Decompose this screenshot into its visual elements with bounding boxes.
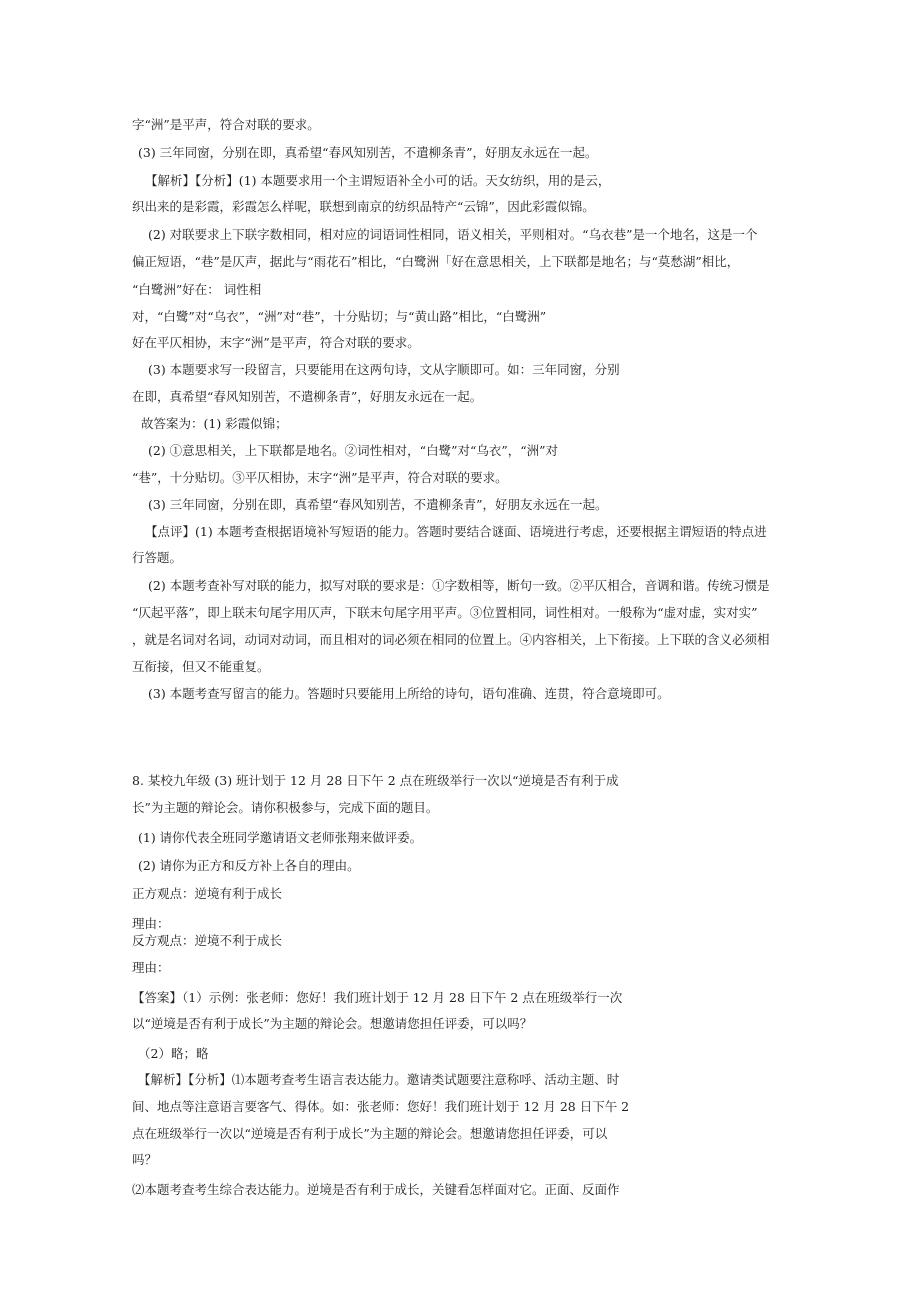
text-line: 正方观点：逆境有利于成长	[132, 886, 283, 901]
text-line: 点在班级举行一次以“逆境是否有利于成长”为主题的辩论会。想邀请您担任评委，可以	[132, 1126, 608, 1141]
text-line: 偏正短语，“巷”是仄声，据此与“雨花石”相比，“白鹭洲「好在意思相关，上下联都是地名；与“莫愁湖”相比，	[132, 254, 740, 269]
text-line: 在即，真希望“春风知别苦，不遣柳条青”，好朋友永远在一起。	[132, 389, 483, 404]
text-line: 对，“白鹭”对“乌衣”，“洲”对“巷”，十分贴切；与“黄山路”相比，“白鹭洲”	[132, 309, 547, 324]
text-line: 间、地点等注意语言要客气、得体。如：张老师：您好！我们班计划于 12 月 28 日下午 2	[132, 1099, 630, 1114]
text-line: (3) 本题考查写留言的能力。答题时只要能用上所给的诗句，语句准确、连贯，符合意境即可。	[148, 686, 670, 701]
text-line: 互衔接，但又不能重复。	[132, 659, 270, 674]
question-heading: 8. 某校九年级 (3) 班计划于 12 月 28 日下午 2 点在班级举行一次以“逆境是否有利于成	[132, 773, 619, 788]
text-line: “白鹭洲”好在： 词性相	[132, 282, 262, 297]
text-line: (3) 三年同窗，分别在即，真希望“春风知别苦，不遣柳条青”，好朋友永远在一起。	[138, 145, 598, 160]
text-line: 故答案为：(1) 彩霞似锦；	[141, 416, 288, 431]
text-line: 好在平仄相协，末字“洲”是平声，符合对联的要求。	[132, 335, 420, 350]
text-line: 理由：	[132, 916, 170, 931]
text-line: 【答案】（1）示例：张老师：您好！我们班计划于 12 月 28 日下午 2 点在班级举行一次	[132, 990, 623, 1005]
text-line: 织出来的是彩霞，彩霞怎么样呢，联想到南京的纺织品特产“云锦”，因此彩霞似锦。	[132, 199, 595, 214]
text-line: 以“逆境是否有利于成长”为主题的辩论会。想邀请您担任评委，可以吗？	[132, 1016, 533, 1031]
text-line: （2）略；略	[138, 1046, 209, 1061]
text-line: (1) 请你代表全班同学邀请语文老师张翔来做评委。	[138, 830, 423, 845]
text-line: (2) 对联要求上下联字数相同，相对应的词语词性相同，语义相关，平则相对。“乌衣巷”是一个地名，这是一个	[148, 227, 758, 242]
text-line: 长”为主题的辩论会。请你积极参与，完成下面的题目。	[132, 800, 439, 815]
text-line: ，就是名词对名词，动词对动词，而且相对的词必须在相同的位置上。④内容相关，上下衔接。上下联的含义必须相	[132, 632, 770, 647]
text-line: ⑵本题考查考生综合表达能力。逆境是否有利于成长，关键看怎样面对它。正面、反面作	[132, 1182, 620, 1197]
text-line: “巷”，十分贴切。③平仄相协，末字“洲”是平声，符合对联的要求。	[132, 470, 508, 485]
text-line: 反方观点：逆境不利于成长	[132, 933, 283, 948]
text-line: (3) 三年同窗，分别在即，真希望“春风知别苦，不遣柳条青”，好朋友永远在一起。	[148, 497, 608, 512]
text-line: 字“洲”是平声，符合对联的要求。	[132, 117, 320, 132]
text-line: (3) 本题要求写一段留言，只要能用在这两句诗，文从字顺即可。如：三年同窗，分别	[148, 362, 620, 377]
text-line: 理由：	[132, 960, 170, 975]
text-line: 【点评】(1) 本题考查根据语境补写短语的能力。答题时要结合谜面、语境进行考虑，还要根据主谓短语的特点进	[145, 524, 767, 539]
text-line: 【解析】【分析】(1) 本题要求用一个主谓短语补全小可的话。天女纺织，用的是云，	[145, 173, 611, 188]
text-line: 吗？	[132, 1152, 158, 1167]
text-line: (2) 请你为正方和反方补上各自的理由。	[138, 858, 360, 873]
text-line: (2) 本题考查补写对联的能力，拟写对联的要求是：①字数相等，断句一致。②平仄相合，音调和谐。传统习惯是	[148, 578, 770, 593]
text-line: 【解析】【分析】⑴本题考查考生语言表达能力。邀请类试题要注意称呼、活动主题、时	[138, 1072, 620, 1087]
text-line: (2) ①意思相关，上下联都是地名。②词性相对，“白鹭”对“乌衣”，“洲”对	[148, 443, 559, 458]
text-line: “仄起平落”，即上联末句尾字用仄声，下联末句尾字用平声。③位置相同，词性相对。一般称为“虚对虚，实对实”	[132, 605, 758, 620]
text-line: 行答题。	[132, 550, 183, 565]
